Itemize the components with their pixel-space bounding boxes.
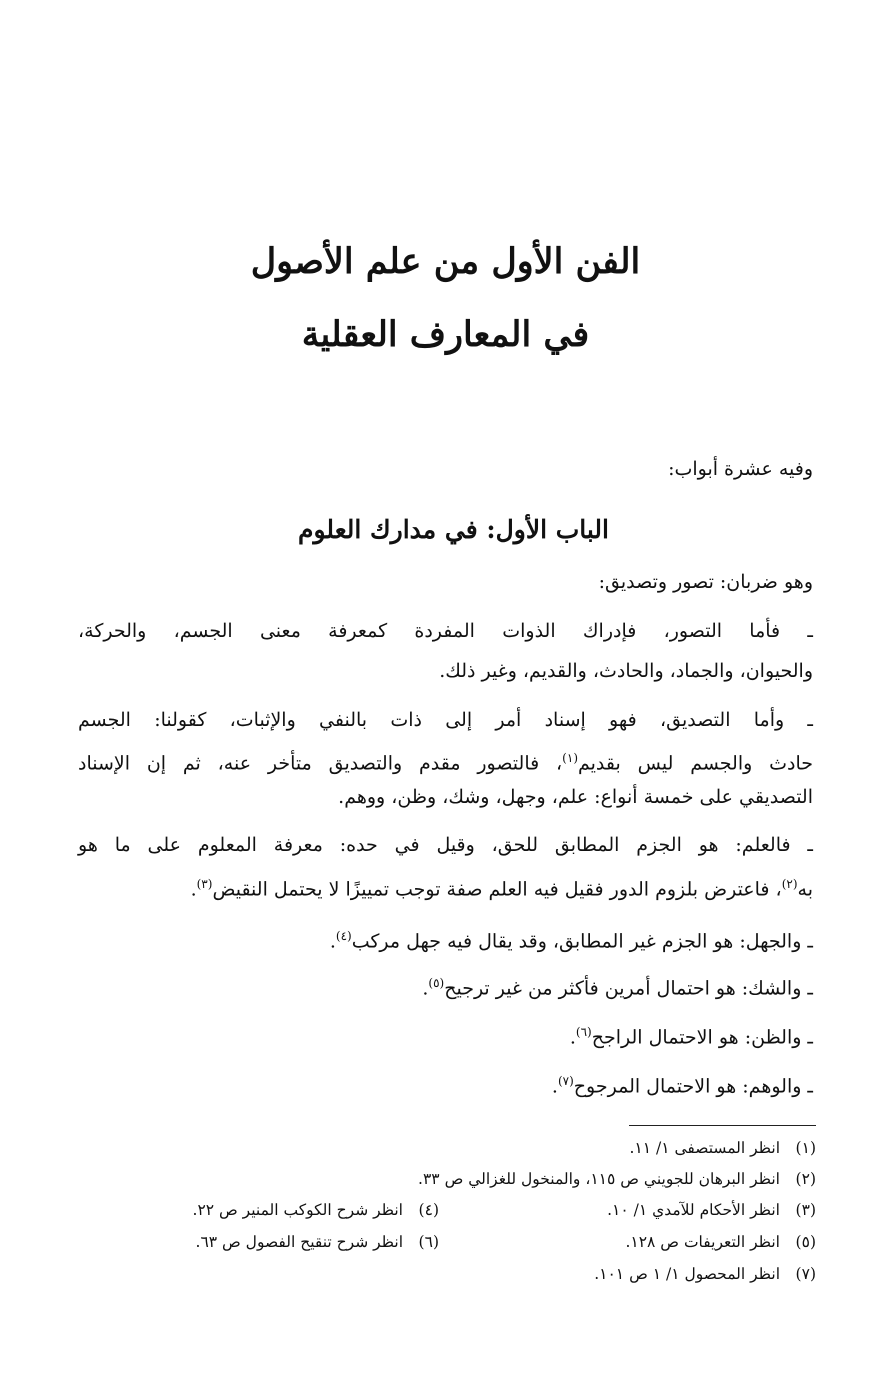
footnote-ref-4: (٤) (335, 929, 352, 943)
body-line-1: وهو ضربان: تصور وتصديق: (598, 571, 813, 593)
footnote-3-text: انظر الأحكام للآمدي ١/ ١٠. (607, 1201, 780, 1219)
footnote-5-text: انظر التعريفات ص ١٢٨. (625, 1233, 780, 1251)
footnote-7 (594, 1261, 816, 1287)
footnote-4-text: انظر شرح الكوكب المنير ص ٢٢. (192, 1201, 403, 1219)
footnote-2-text: انظر البرهان للجويني ص ١١٥، والمنخول للغزالي ص ٣٣. (418, 1170, 780, 1188)
footnote-ref-6: (٦) (575, 1025, 592, 1039)
body-line-9-text: ـ والجهل: هو الجزم غير المطابق، وقد يقال فيه جهل مركب (351, 930, 813, 953)
body-line-10-text: ـ والشك: هو احتمال أمرين فأكثر من غير ترجيح (444, 977, 813, 1000)
footnote-ref-5: (٥) (428, 976, 445, 990)
footnote-ref-2: (٢) (781, 877, 798, 891)
body-line-12 (552, 1066, 813, 1101)
intro-text: وفيه عشرة أبواب: (668, 458, 813, 480)
body-line-3: والحيوان، والجماد، والحادث، والقديم، وغير ذلك. (439, 660, 813, 682)
body-line-2: ـ فأما التصور، فإدراك الذوات المفردة كمعرفة معنى الجسم، والحركة، (78, 620, 813, 642)
footnote-3 (607, 1197, 816, 1223)
body-line-8 (191, 869, 813, 904)
body-line-9-stop: . (329, 930, 336, 953)
body-line-7: ـ فالعلم: هو الجزم المطابق للحق، وقيل في حده: معرفة المعلوم على ما هو (78, 834, 813, 856)
footnote-2-number: (٢) (795, 1170, 816, 1188)
footnote-1-number: (١) (795, 1139, 816, 1157)
footnote-ref-7: (٧) (557, 1074, 574, 1088)
footnote-4 (193, 1197, 440, 1223)
body-line-6: التصديقي على خمسة أنواع: علم، وجهل، وشك، وظن، ووهم. (338, 786, 813, 808)
footnote-1 (629, 1135, 816, 1161)
body-line-11 (570, 1017, 813, 1052)
body-line-5-end: ، فالتصور مقدم والتصديق متأخر عنه، ثم إن الإسناد (78, 752, 563, 775)
body-line-12-text: ـ والوهم: هو الاحتمال المرجوح (573, 1075, 813, 1098)
footnote-6-number: (٦) (418, 1233, 439, 1251)
footnote-7-text: انظر المحصول ١/ ١ ص ١٠١. (594, 1265, 780, 1283)
body-line-10 (422, 968, 813, 1003)
body-line-9 (330, 921, 813, 956)
footnote-1-text: انظر المستصفى ١/ ١١. (629, 1139, 780, 1157)
footnote-4-number: (٤) (418, 1201, 439, 1219)
body-line-10-stop: . (422, 977, 429, 1000)
body-line-4: ـ وأما التصديق، فهو إسناد أمر إلى ذات بالنفي والإثبات، كقولنا: الجسم (78, 709, 813, 731)
footnote-2 (418, 1166, 816, 1192)
page-title-line-2: في المعارف العقلية (301, 314, 590, 355)
body-line-8-end: . (190, 878, 197, 901)
footnote-divider (629, 1125, 816, 1126)
body-line-8-mid: ، فاعترض بلزوم الدور فقيل فيه العلم صفة توجب تمييزًا لا يحتمل النقيض (212, 878, 782, 901)
footnote-ref-1: (١) (562, 751, 578, 765)
footnote-6-text: انظر شرح تنقيح الفصول ص ٦٣. (195, 1233, 403, 1251)
body-line-11-stop: . (569, 1026, 576, 1049)
body-line-8-start: به (797, 878, 813, 901)
body-line-12-stop: . (551, 1075, 558, 1098)
chapter-heading: الباب الأول: في مدارك العلوم (298, 515, 609, 544)
body-line-5 (78, 743, 813, 778)
body-line-5-start: حادث والجسم ليس بقديم (578, 752, 814, 775)
footnote-6 (196, 1229, 440, 1255)
footnote-5-number: (٥) (795, 1233, 816, 1251)
page-title-line-1: الفن الأول من علم الأصول (250, 241, 641, 282)
footnote-5 (625, 1229, 816, 1255)
body-line-11-text: ـ والظن: هو الاحتمال الراجح (591, 1026, 813, 1049)
footnote-3-number: (٣) (795, 1201, 816, 1219)
footnote-7-number: (٧) (795, 1265, 816, 1283)
footnote-ref-3: (٣) (196, 877, 213, 891)
